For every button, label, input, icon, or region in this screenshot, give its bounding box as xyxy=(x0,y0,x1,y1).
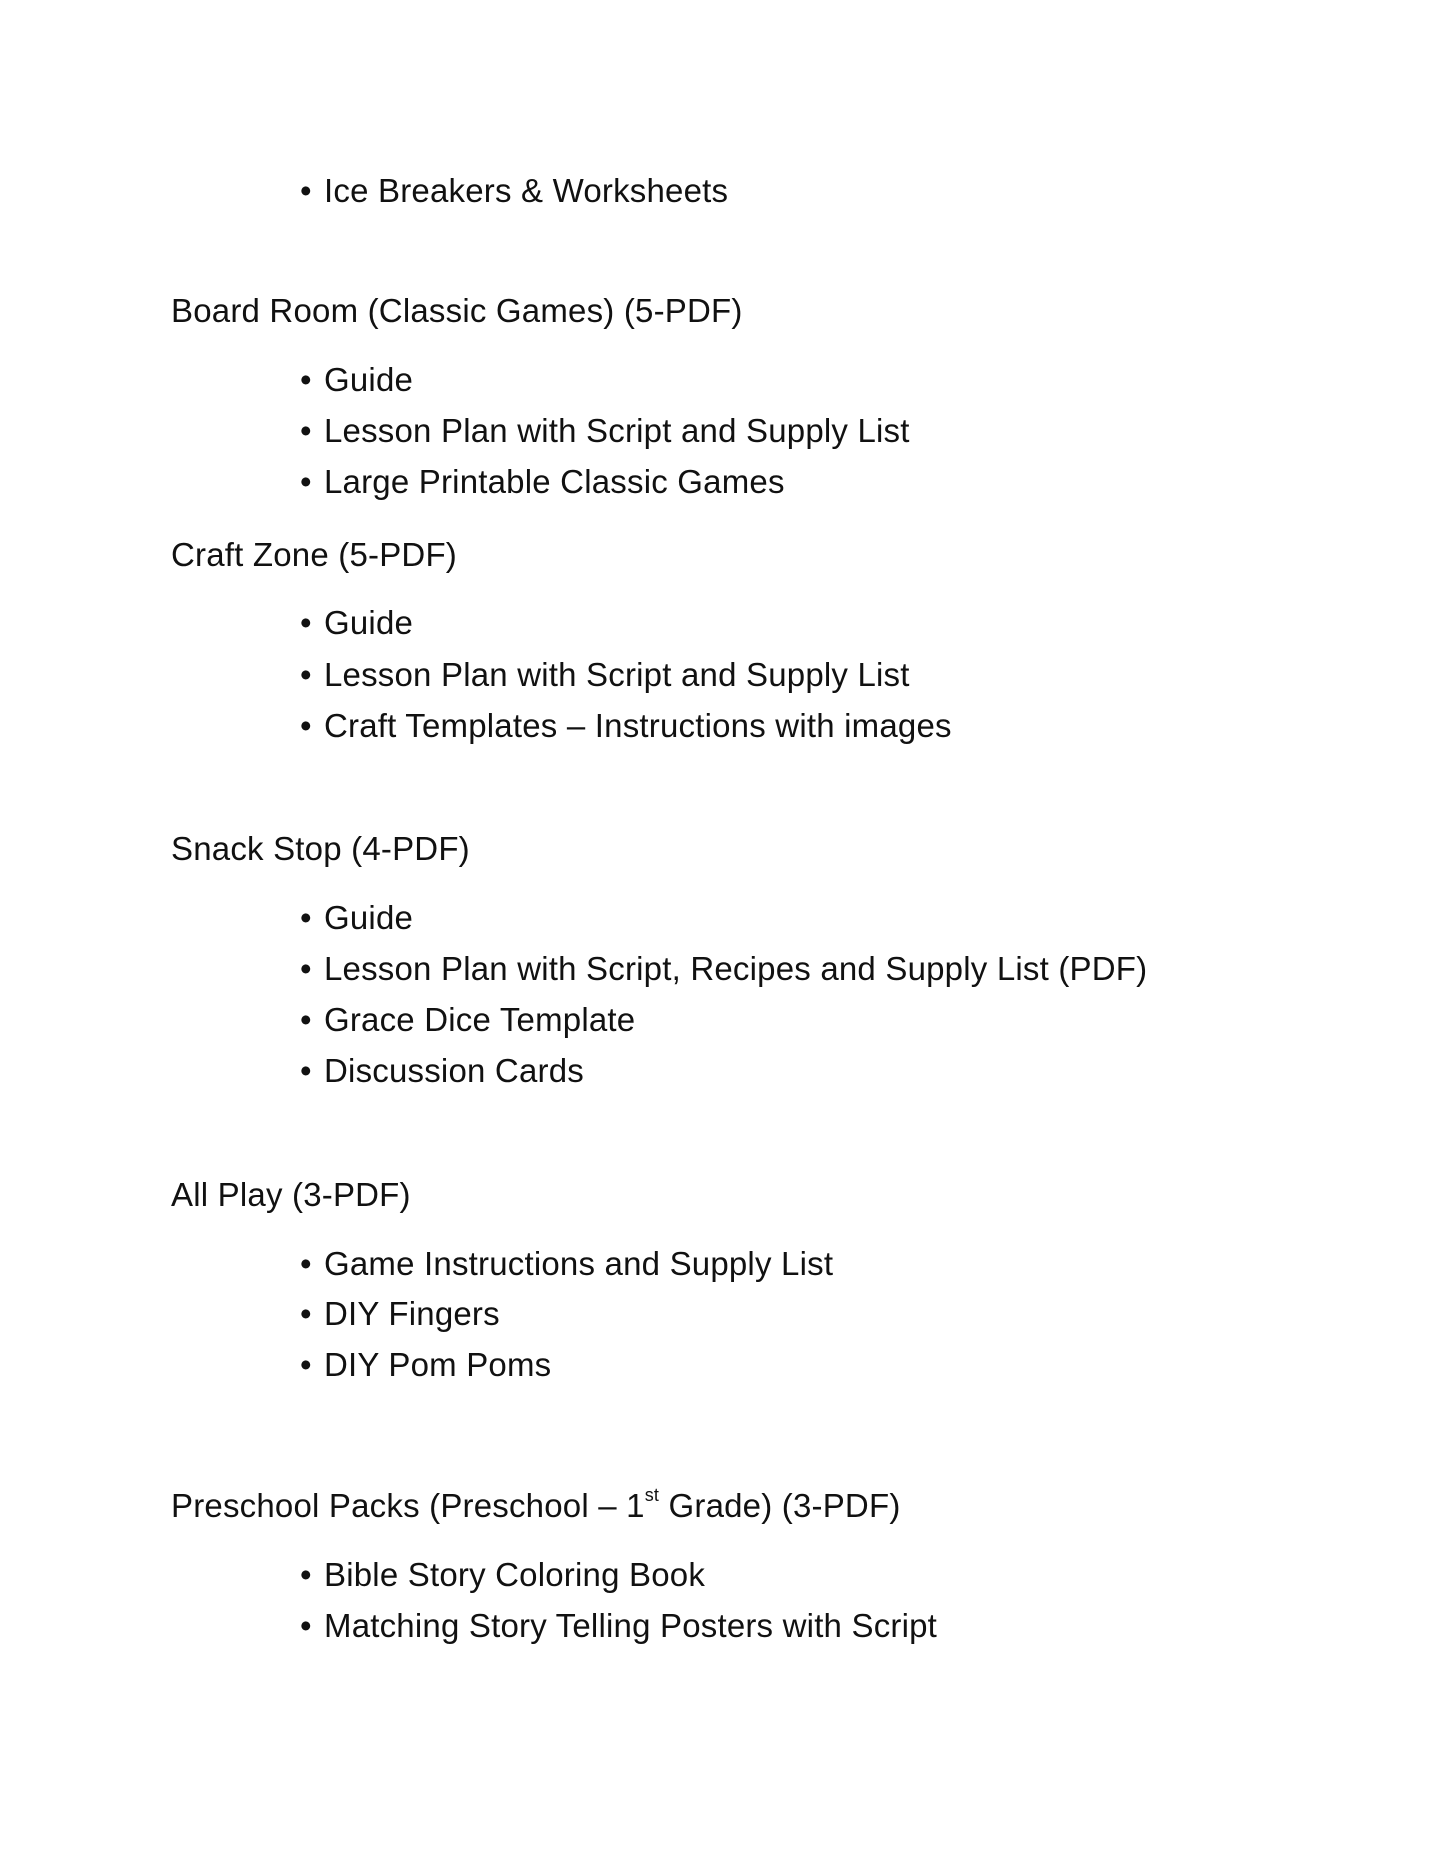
bullet-icon: • xyxy=(300,172,312,209)
bullet-icon: • xyxy=(300,1052,312,1089)
bullet-icon: • xyxy=(300,950,312,987)
list-item: • Game Instructions and Supply List xyxy=(300,1245,834,1282)
list-item: • DIY Pom Poms xyxy=(300,1346,552,1383)
list-item: • Craft Templates – Instructions with images xyxy=(300,707,952,744)
bullet-icon: • xyxy=(300,412,312,449)
list-item: • Guide xyxy=(300,361,414,398)
list-item: • Grace Dice Template xyxy=(300,1001,636,1038)
list-item: • Lesson Plan with Script and Supply List xyxy=(300,656,910,693)
list-item: • DIY Fingers xyxy=(300,1295,500,1332)
bullet-icon: • xyxy=(300,1245,312,1282)
bullet-icon: • xyxy=(300,604,312,641)
list-item: • Guide xyxy=(300,604,414,641)
section-heading-all-play: All Play (3-PDF) xyxy=(171,1176,411,1213)
section-heading-board-room: Board Room (Classic Games) (5-PDF) xyxy=(171,292,743,329)
bullet-icon: • xyxy=(300,1346,312,1383)
bullet-icon: • xyxy=(300,463,312,500)
list-item: • Lesson Plan with Script, Recipes and Supply List (PDF) xyxy=(300,950,1148,987)
list-item: • Bible Story Coloring Book xyxy=(300,1556,706,1593)
bullet-icon: • xyxy=(300,707,312,744)
section-heading-preschool-packs: Preschool Packs (Preschool – 1st Grade) (3-PDF) xyxy=(171,1485,901,1524)
bullet-icon: • xyxy=(300,1295,312,1332)
bullet-icon: • xyxy=(300,1001,312,1038)
bullet-icon: • xyxy=(300,656,312,693)
list-item: • Guide xyxy=(300,899,414,936)
list-item: • Discussion Cards xyxy=(300,1052,584,1089)
bullet-icon: • xyxy=(300,899,312,936)
section-heading-craft-zone: Craft Zone (5-PDF) xyxy=(171,536,457,573)
list-item: • Matching Story Telling Posters with Script xyxy=(300,1607,938,1644)
bullet-icon: • xyxy=(300,1607,312,1644)
list-item: • Ice Breakers & Worksheets xyxy=(300,172,729,209)
bullet-icon: • xyxy=(300,1556,312,1593)
list-item: • Large Printable Classic Games xyxy=(300,463,785,500)
list-item: • Lesson Plan with Script and Supply List xyxy=(300,412,910,449)
section-heading-snack-stop: Snack Stop (4-PDF) xyxy=(171,830,470,867)
bullet-icon: • xyxy=(300,361,312,398)
